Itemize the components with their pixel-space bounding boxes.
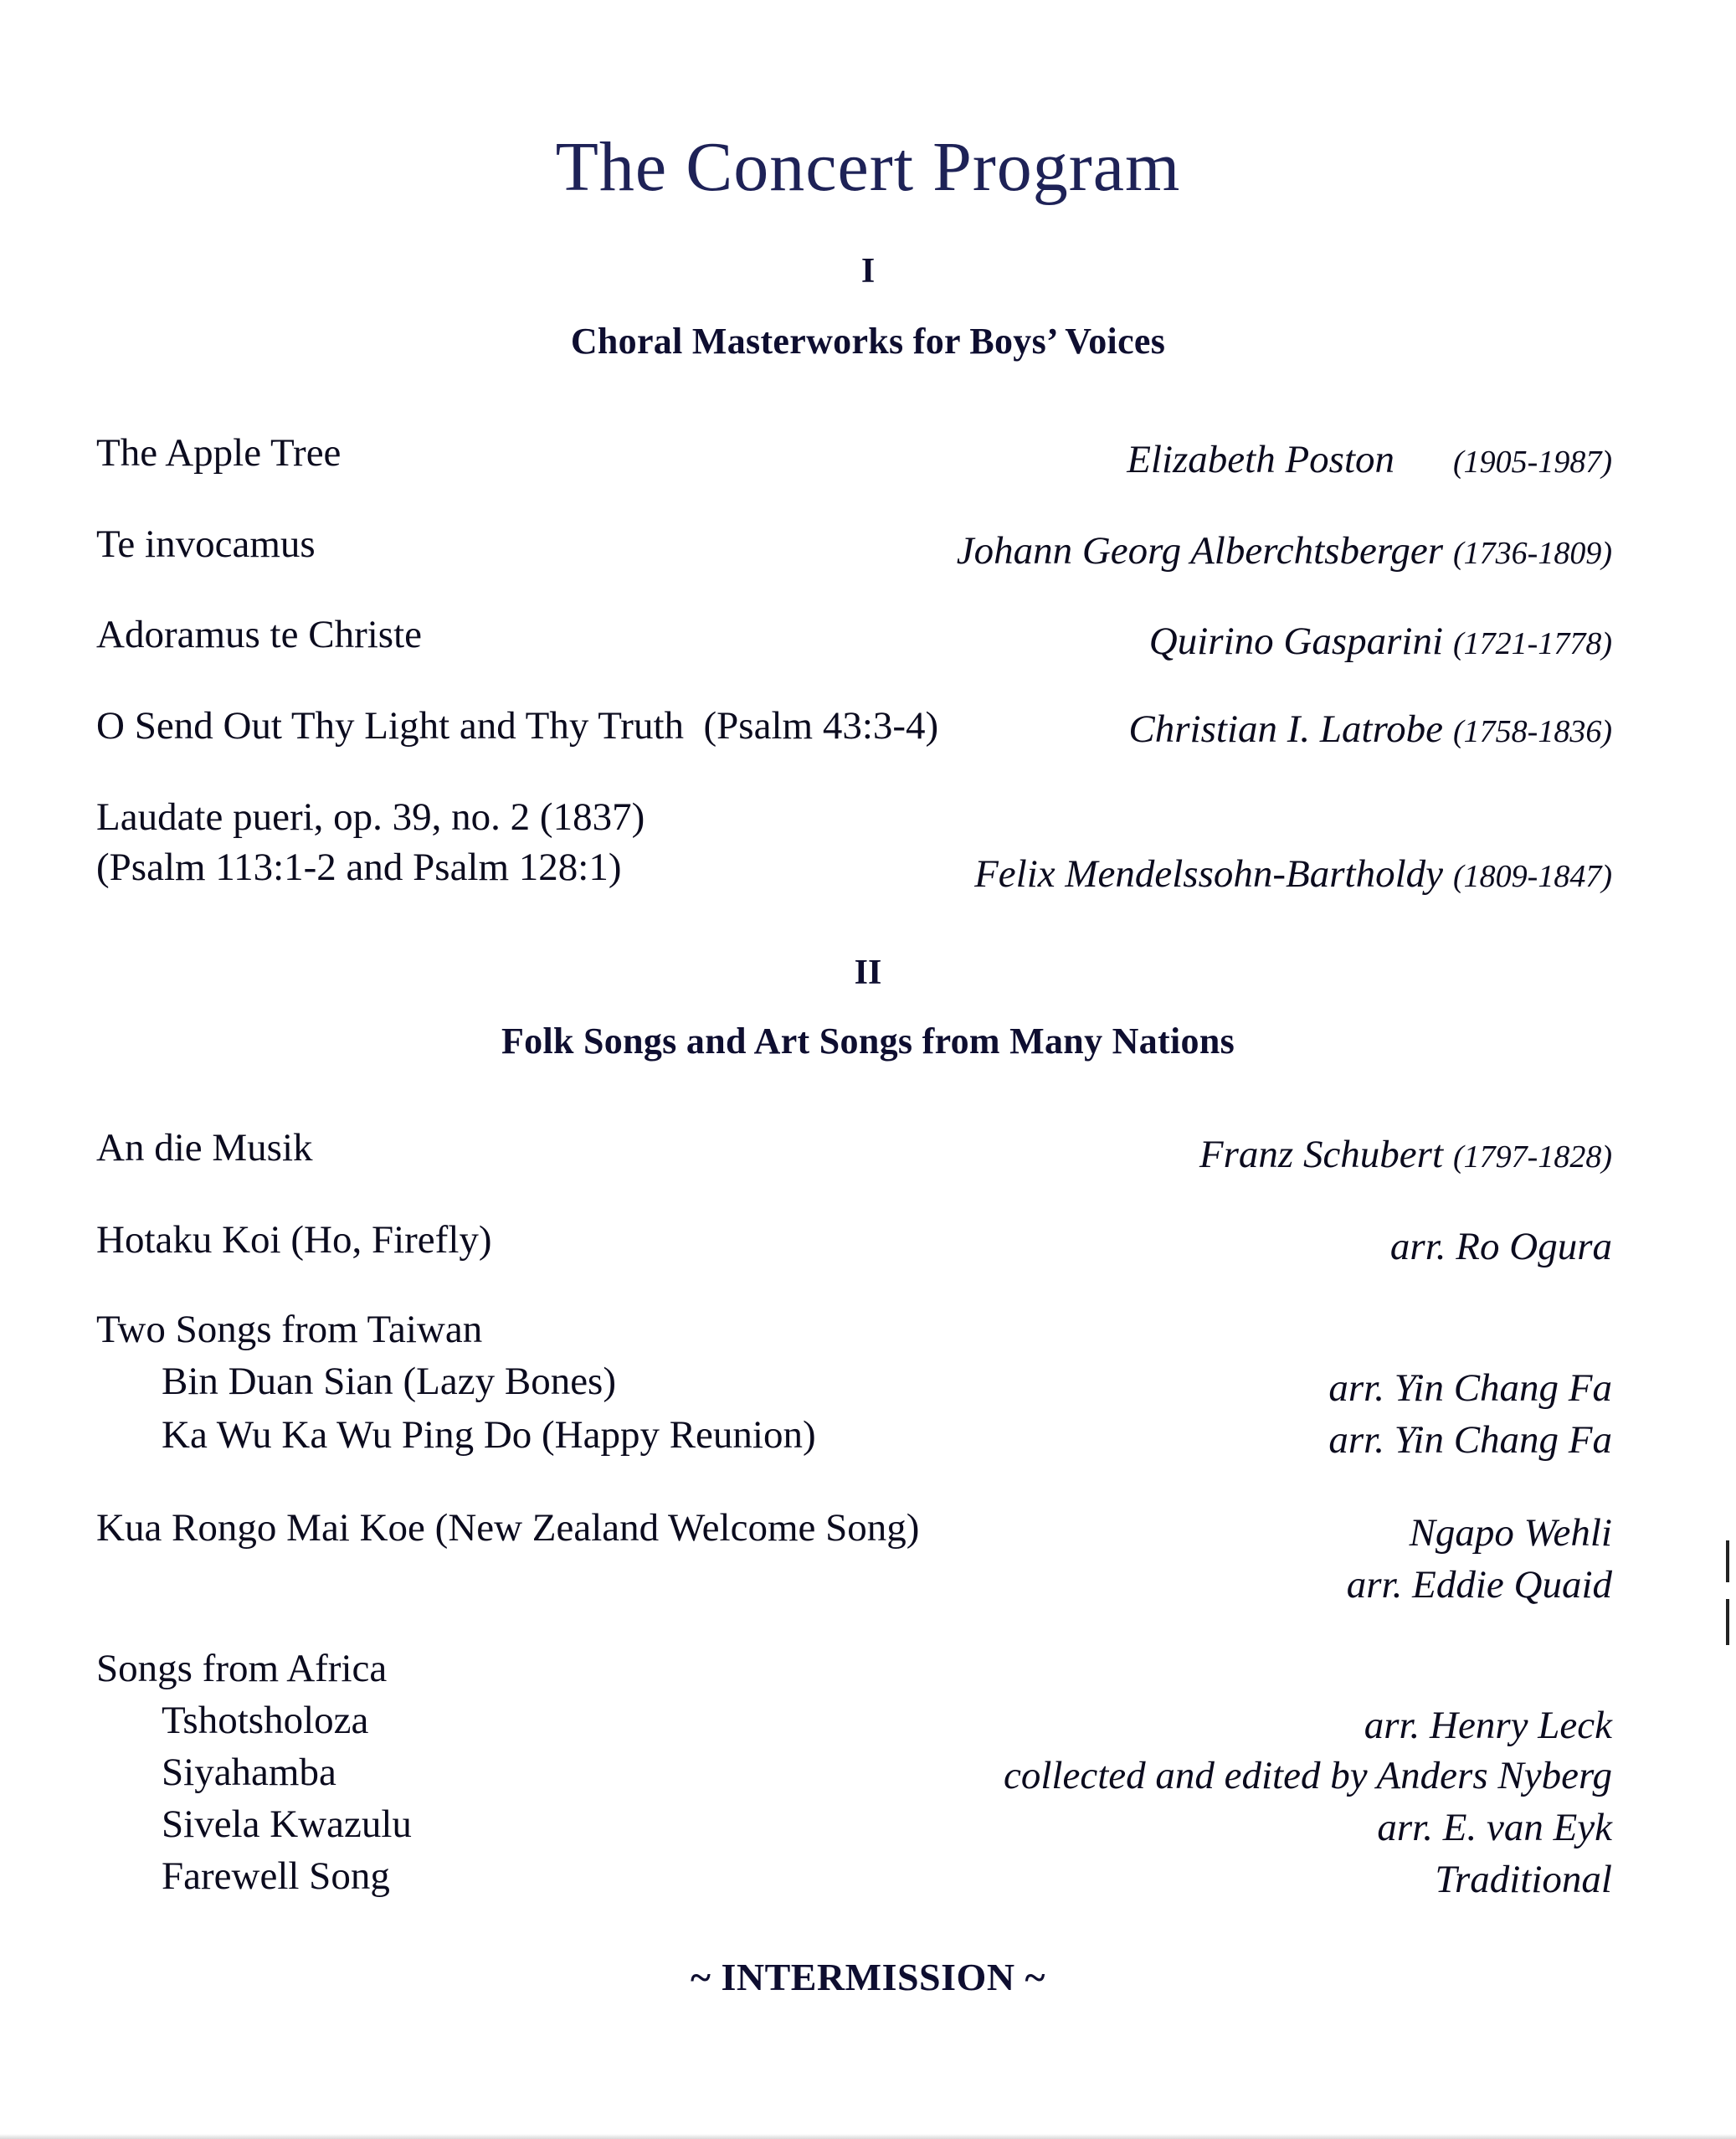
piece-title: Ka Wu Ka Wu Ping Do (Happy Reunion) bbox=[162, 1413, 816, 1457]
section-2-heading: Folk Songs and Art Songs from Many Nations bbox=[501, 1021, 1235, 1062]
piece-title: Laudate pueri, op. 39, no. 2 (1837) bbox=[96, 795, 645, 839]
composer-name: Ngapo Wehli bbox=[1409, 1511, 1612, 1555]
composer-dates: (1905-1987) bbox=[1453, 445, 1612, 480]
composer-dates: (1797-1828) bbox=[1453, 1139, 1612, 1175]
composer bbox=[1199, 1129, 1612, 1183]
arranger-name: arr. Eddie Quaid bbox=[1346, 1563, 1612, 1607]
composer-dates: (1809-1847) bbox=[1453, 859, 1612, 894]
composer bbox=[974, 848, 1612, 902]
composer-name: Elizabeth Poston bbox=[1127, 438, 1395, 481]
piece-title: Kua Rongo Mai Koe (New Zealand Welcome Song) bbox=[96, 1506, 920, 1550]
composer-dates: (1758-1836) bbox=[1453, 714, 1612, 749]
piece-title: Bin Duan Sian (Lazy Bones) bbox=[162, 1360, 617, 1403]
piece-title: Te invocamus bbox=[96, 522, 316, 566]
composer-dates: (1721-1778) bbox=[1453, 626, 1612, 661]
composer-name: Felix Mendelssohn-Bartholdy bbox=[974, 852, 1444, 896]
piece-title: Sivela Kwazulu bbox=[162, 1802, 412, 1846]
composer-name: Franz Schubert bbox=[1199, 1133, 1444, 1176]
margin-mark bbox=[1726, 1599, 1729, 1645]
composer-name: arr. Yin Chang Fa bbox=[1328, 1418, 1612, 1462]
group-title: Two Songs from Taiwan bbox=[96, 1308, 483, 1351]
composer-name: arr. Henry Leck bbox=[1364, 1704, 1612, 1747]
section-2-numeral: II bbox=[854, 954, 882, 992]
page-title: The Concert Program bbox=[555, 128, 1181, 206]
composer bbox=[1128, 703, 1612, 758]
composer-name: arr. E. van Eyk bbox=[1377, 1806, 1612, 1849]
piece-title: Adoramus te Christe bbox=[96, 613, 422, 656]
composer-name: collected and edited by Anders Nyberg bbox=[1004, 1754, 1612, 1797]
piece-title: Hotaku Koi (Ho, Firefly) bbox=[96, 1218, 492, 1262]
composer bbox=[1149, 615, 1612, 670]
composer-name: Traditional bbox=[1435, 1858, 1612, 1901]
composer bbox=[957, 525, 1612, 579]
group-title: Songs from Africa bbox=[96, 1647, 388, 1690]
piece-title: Siyahamba bbox=[162, 1751, 336, 1794]
piece-title: Tshotsholoza bbox=[162, 1699, 369, 1742]
margin-mark bbox=[1726, 1540, 1729, 1582]
piece-title: An die Musik bbox=[96, 1126, 313, 1170]
section-1-numeral: I bbox=[860, 252, 876, 291]
composer-name: Christian I. Latrobe bbox=[1128, 707, 1444, 751]
piece-subtitle: (Psalm 113:1-2 and Psalm 128:1) bbox=[96, 846, 622, 889]
composer-name: arr. Ro Ogura bbox=[1389, 1225, 1612, 1268]
composer bbox=[1127, 434, 1612, 488]
composer-name: Johann Georg Alberchtsberger bbox=[956, 529, 1444, 573]
composer-name: arr. Yin Chang Fa bbox=[1328, 1366, 1612, 1410]
composer-name: Quirino Gasparini bbox=[1148, 620, 1444, 663]
piece-title: Farewell Song bbox=[162, 1854, 390, 1898]
piece-title: The Apple Tree bbox=[96, 431, 342, 475]
intermission-label: ~ INTERMISSION ~ bbox=[691, 1956, 1045, 1998]
page-edge bbox=[0, 2134, 1736, 2139]
composer-dates: (1736-1809) bbox=[1453, 536, 1612, 571]
piece-title: O Send Out Thy Light and Thy Truth (Psalm 43:3-4) bbox=[96, 704, 939, 748]
section-1-heading: Choral Masterworks for Boys’ Voices bbox=[570, 321, 1166, 362]
